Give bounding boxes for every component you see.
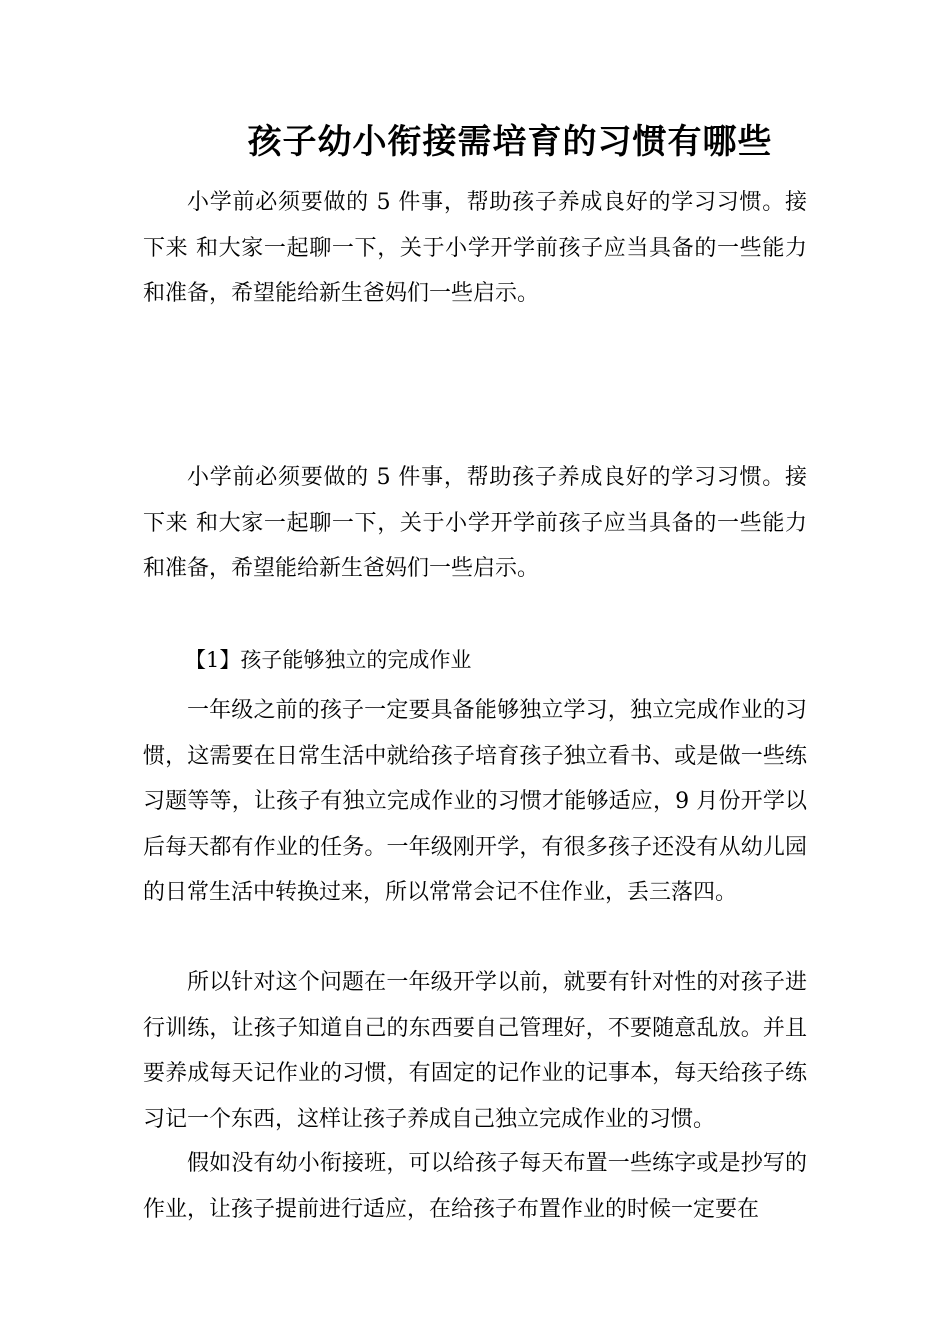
section-heading-1: 【1】孩子能够独立的完成作业 (185, 648, 472, 672)
document-title: 孩子幼小衔接需培育的习惯有哪些 (247, 122, 773, 162)
intro-paragraph-2: 小学前必须要做的 5 件事，帮助孩子养成良好的学习习惯。接下来 和大家一起聊一下，关于小学开学前孩子应当具备的一些能力和准备，希望能给新生爸妈们一些启示。 (143, 465, 807, 581)
body-paragraph-3: 假如没有幼小衔接班，可以给孩子每天布置一些练字或是抄写的作业，让孩子提前进行适应，在给孩子布置作业的时候一定要在 (143, 1151, 807, 1222)
intro-paragraph-1: 小学前必须要做的 5 件事，帮助孩子养成良好的学习习惯。接下来 和大家一起聊一下，关于小学开学前孩子应当具备的一些能力和准备，希望能给新生爸妈们一些启示。 (143, 190, 807, 306)
body-paragraph-1: 一年级之前的孩子一定要具备能够独立学习，独立完成作业的习惯，这需要在日常生活中就给孩子培育孩子独立看书、或是做一些练习题等等，让孩子有独立完成作业的习惯才能够适应，9 月份开学以后每天都有作业的任务。一年级刚开学，有很多孩子还没有从幼儿园的日常生活中转换过来，所以常常会记不住作业，丢三落四。 (143, 698, 807, 905)
body-paragraph-2: 所以针对这个问题在一年级开学以前，就要有针对性的对孩子进行训练，让孩子知道自己的东西要自己管理好，不要随意乱放。并且要养成每天记作业的习惯，有固定的记作业的记事本，每天给孩子练习记一个东西，这样让孩子养成自己独立完成作业的习惯。 (143, 970, 807, 1132)
